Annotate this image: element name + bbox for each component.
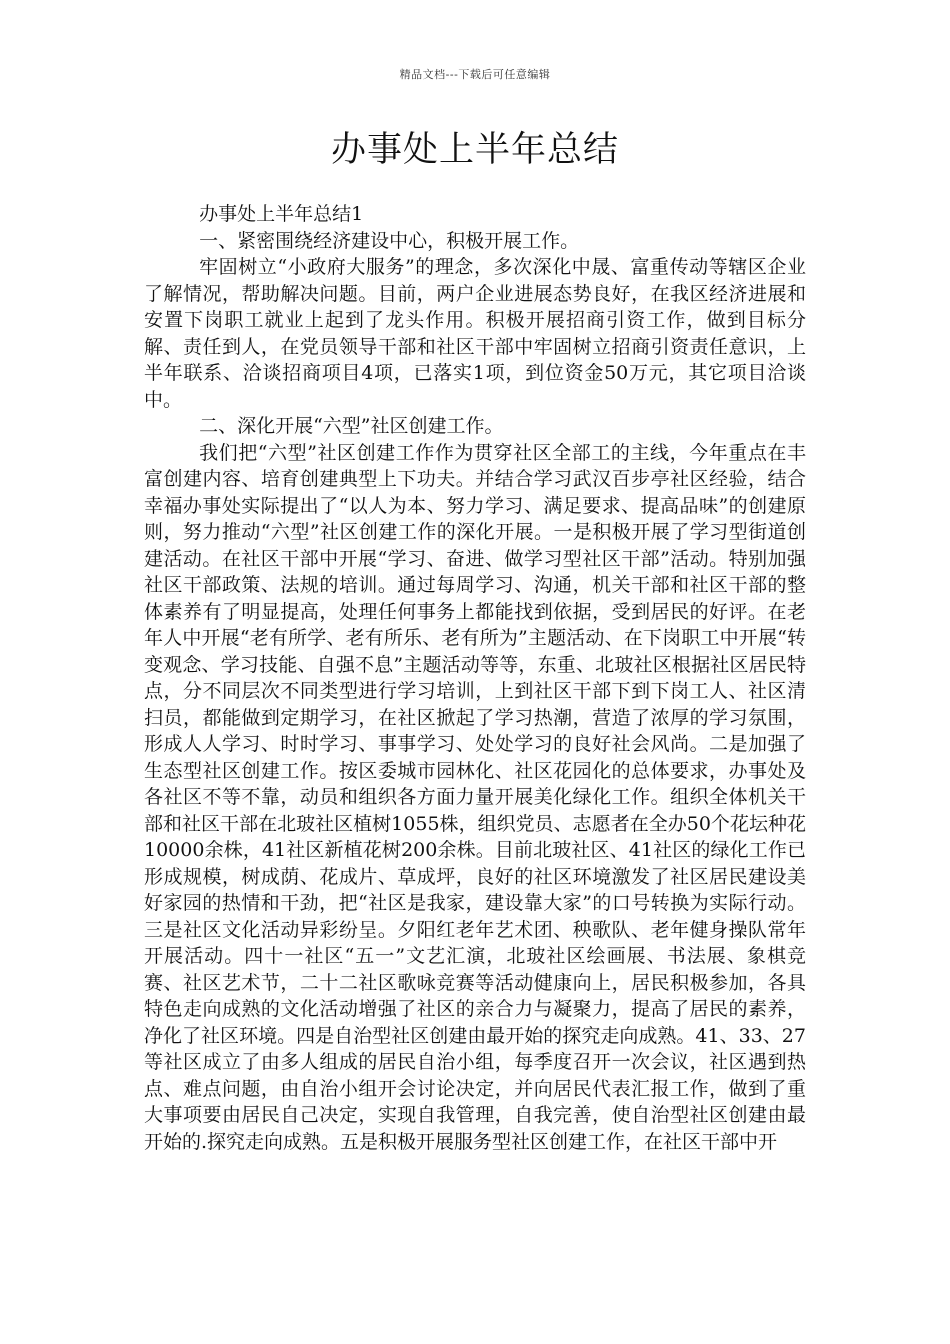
- paragraph-section-2-body: 我们把“六型”社区创建工作作为贯穿社区全部工的主线，今年重点在丰富创建内容、培育创建典型上下功夫。并结合学习武汉百步亭社区经验，结合幸福办事处实际提出了“以人为本、努力学习、满足要求、提高品味”的创建原则，努力推动“六型”社区创建工作的深化开展。一是积极开展了学习型街道创建活动。在社区干部中开展“学习、奋进、做学习型社区干部”活动。特别加强社区干部政策、法规的培训。通过每周学习、沟通，机关干部和社区干部的整体素养有了明显提高，处理任何事务上都能找到依据，受到居民的好评。在老年人中开展“老有所学、老有所乐、老有所为”主题活动、在下岗职工中开展“转变观念、学习技能、自强不息”主题活动等等，东重、北玻社区根据社区居民特点，分不同层次不同类型进行学习培训，上到社区干部下到下岗工人、社区清扫员，都能做到定期学习，在社区掀起了学习热潮，营造了浓厚的学习氛围，形成人人学习、时时学习、事事学习、处处学习的良好社会风尚。二是加强了生态型社区创建工作。按区委城市园林化、社区花园化的总体要求，办事处及各社区不等不靠，动员和组织各方面力量开展美化绿化工作。组织全体机关干部和社区干部在北玻社区植树1055株，组织党员、志愿者在全办50个花坛种花10000余株，41社区新植花树200余株。目前北玻社区、41社区的绿化工作已形成规模，树成荫、花成片、草成坪，良好的社区环境激发了社区居民建设美好家园的热情和干劲，把“社区是我家，建设靠大家”的口号转换为实际行动。三是社区文化活动异彩纷呈。夕阳红老年艺术团、秧歌队、老年健身操队常年开展活动。四十一社区“五一”文艺汇演，北玻社区绘画展、书法展、象棋竞赛、社区艺术节，二十二社区歌咏竞赛等活动健康向上，居民积极参加，各具特色走向成熟的文化活动增强了社区的亲合力与凝聚力，提高了居民的素养，净化了社区环境。四是自治型社区创建由最开始的探究走向成熟。41、33、27等社区成立了由多人组成的居民自治小组，每季度召开一次会议，社区遇到热点、难点问题，由自治小组开会讨论决定，并向居民代表汇报工作，做到了重大事项要由居民自己决定，实现自我管理，自我完善，使自治型社区创建由最开始的.探究走向成熟。五是积极开展服务型社区创建工作，在社区干部中开: [144, 441, 806, 1153]
- paragraph-section-heading-2: 二、深化开展“六型”社区创建工作。: [199, 415, 504, 437]
- document-title: 办事处上半年总结: [330, 130, 619, 170]
- paragraph-section-1-body: 牢固树立“小政府大服务”的理念，多次深化中晟、富重传动等辖区企业了解情况，帮助解决问题。目前，两户企业进展态势良好，在我区经济进展和安置下岗职工就业上起到了龙头作用。积极开展招商引资工作，做到目标分解、责任到人，在党员领导干部和社区干部中牢固树立招商引资责任意识，上半年联系、洽谈招商项目4项，已落实1项，到位资金50万元，其它项目洽谈中。: [144, 256, 806, 411]
- paragraph-subtitle: 办事处上半年总结1: [199, 203, 364, 225]
- paragraph-section-heading-1: 一、紧密围绕经济建设中心，积极开展工作。: [199, 229, 580, 252]
- header-note: 精品文档---下载后可任意编辑: [399, 68, 551, 81]
- document-body: [144, 201, 806, 1155]
